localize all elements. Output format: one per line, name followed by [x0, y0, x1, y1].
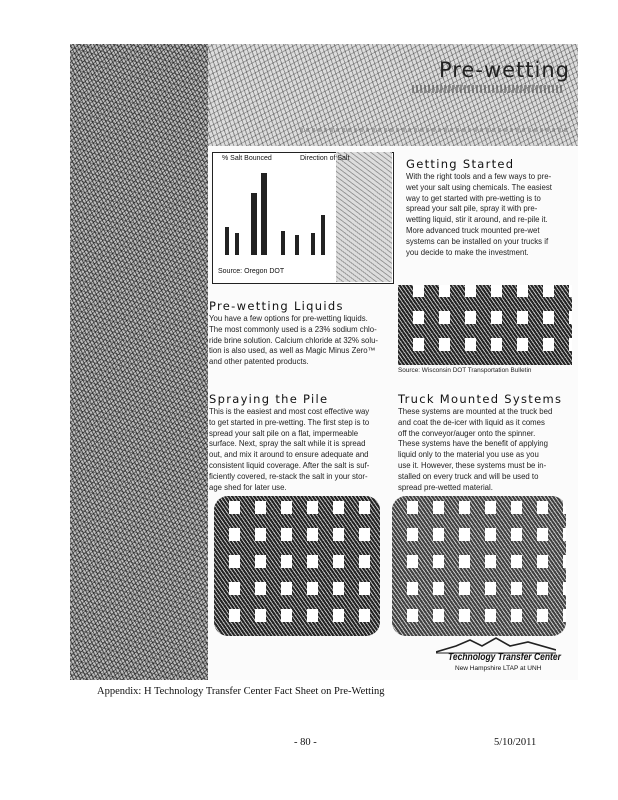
heading-pre-wetting-liquids: Pre-wetting Liquids [209, 299, 344, 313]
truck-system-photo [392, 496, 566, 636]
page-title: Pre-wetting [438, 58, 570, 82]
chart-side-panel [336, 152, 392, 282]
appendix-caption: Appendix: H Technology Transfer Center Fact Sheet on Pre-Wetting [97, 686, 385, 697]
chart-legend-left: % Salt Bounced [222, 155, 272, 162]
chart-bar [311, 233, 315, 255]
photo-caption: Source: Wisconsin DOT Transportation Bulletin [398, 367, 532, 374]
page-date: 5/10/2011 [494, 737, 537, 748]
page-number: - 80 - [294, 737, 317, 748]
body-getting-started: With the right tools and a few ways to pre- wet your salt using chemicals. The easiest way to get started with pre-wetting is to spread your salt pile, spray it with pre- wetting liquid, stir it around, and re-pile it. More advanced truck mounted pre-wet systems can be installed on your trucks if you decide to make the investment. [406, 172, 552, 257]
chart-bar [295, 235, 299, 255]
chart-legend-right: Direction of Salt [300, 155, 350, 162]
body-spraying-the-pile: This is the easiest and most cost effective way to get started in pre-wetting. The first step is to spread your salt pile on a flat, impermeable surface. Next, spray the salt while it is spread out, and mix it around to ensure adequate and consistent liquid coverage. After the salt is suf- ficiently covered, re-stack the salt in your stor- age shed for later use. [209, 407, 370, 492]
decorative-side-band [70, 44, 208, 680]
heading-getting-started: Getting Started [406, 157, 515, 171]
chart-bar [251, 193, 257, 255]
chart-bar [261, 173, 267, 255]
chart-bar [225, 227, 229, 255]
chart-bar [235, 233, 239, 255]
truck-photo [398, 285, 572, 365]
spraying-photo [214, 496, 380, 636]
header-wave-line [300, 128, 570, 132]
header-subtitle-texture [412, 85, 562, 93]
heading-spraying-the-pile: Spraying the Pile [209, 392, 329, 406]
logo-subtitle: New Hampshire LTAP at UNH [455, 665, 542, 672]
body-truck-mounted-systems: These systems are mounted at the truck bed and coat the de-icer with liquid as it comes off the conveyor/auger onto the spinner. These systems have the benefit of applying liquid only to the material you use as you use it. However, these systems must be in- stalled on every truck and will be used to spread pre-wetted material. [398, 407, 553, 492]
logo-name: Technology Transfer Center [448, 652, 561, 663]
heading-truck-mounted-systems: Truck Mounted Systems [398, 392, 563, 406]
chart-source: Source: Oregon DOT [218, 268, 285, 275]
body-pre-wetting-liquids: You have a few options for pre-wetting liquids. The most commonly used is a 23% sodium chlo- ride brine solution. Calcium chloride at 32% solu- tion is also used, as well as Magic Minus Zero™ and other patented products. [209, 314, 379, 367]
chart-bar [321, 215, 325, 255]
chart-bar [281, 231, 285, 255]
